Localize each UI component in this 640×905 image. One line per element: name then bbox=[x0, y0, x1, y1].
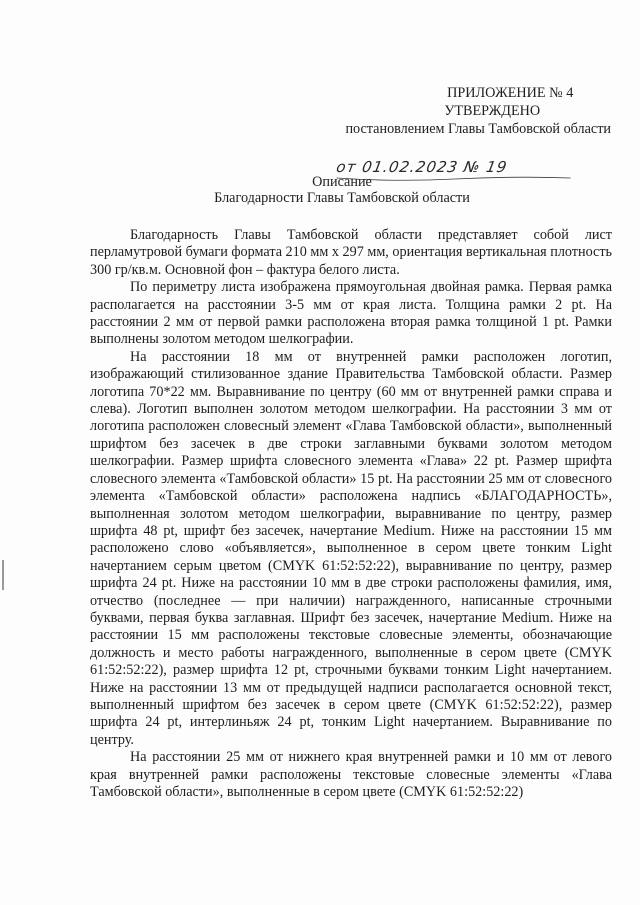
handwritten-text: от 01.02.2023 № 19 bbox=[334, 158, 509, 176]
decree-reference: постановлением Главы Тамбовской области bbox=[345, 121, 611, 137]
paragraph: Благодарность Главы Тамбовской области представляет собой лист перламутровой бумаги формата 210 мм х 297 мм, ориентация вертикальная плотность 300 гр/кв.м. Основной фон – фактура белого листа. bbox=[90, 227, 613, 278]
document-title: Описание bbox=[312, 174, 372, 190]
paragraph: На расстоянии 18 мм от внутренней рамки расположен логотип, изображающий стилизованное здание Правительства Тамбовской области. Размер логотипа 70*22 мм. Выравнивание по центру (60 мм от внутренней рамки справа и слева). Логотип выполнен золотом методом шелкографии. На расстоянии 3 мм от логотипа расположен словесный элемент «Глава Тамбовской области», выполненный шрифтом без засечек в две строки заглавными буквами золотом методом шелкографии. Размер шрифта словесного элемента «Глава» 22 pt. Размер шрифта словесного элемента «Тамбовской области» 15 pt. На расстоянии 25 мм от словесного элемента «Тамбовской области» расположена надпись «БЛАГОДАРНОСТЬ», выполненная золотом методом шелкографии, выравнивание по центру, размер шрифта 48 pt, шрифт без засечек, начертание Medium. Ниже на расстоянии 15 мм расположено слово «объявляется», выполненное в сером цвете тонким Light начертанием серым цветом (CMYK 61:52:52:22), выравнивание по центру, размер шрифта 24 pt. Ниже на расстоянии 10 мм в две строки расположены фамилия, имя, отчество (последнее — при наличии) награжденного, написанные строчными буквами, первая буква заглавная. Шрифт без засечек, начертание Medium. Ниже на расстоянии 15 мм расположены текстовые словесные элементы, обозначающие должность и место работы награжденного, выполненные в сером цвете (CMYK 61:52:52:22), размер шрифта 12 pt, строчными буквами тонким Light начертанием. Ниже на расстоянии 13 мм от предыдущей надписи располагается основной текст, выполненный шрифтом без засечек в сером цвете (CMYK 61:52:52:22), размер шрифта 24 pt, интерлиньяж 24 pt, тонким Light начертанием. Выравнивание по центру. bbox=[90, 348, 612, 748]
scan-edge-mark bbox=[2, 560, 4, 590]
appendix-number: ПРИЛОЖЕНИЕ № 4 bbox=[447, 85, 574, 101]
paragraph: По периметру листа изображена прямоугольная двойная рамка. Первая рамка располагается на расстоянии 3-5 мм от края листа. Толщина рамки 2 pt. На расстоянии 2 мм от первой рамки расположена вторая рамка толщиной 1 pt. Рамки выполнены золотом методом шелкографии. bbox=[90, 279, 612, 348]
paragraph: На расстоянии 25 мм от нижнего края внутренней рамки и 10 мм от левого края внутренней рамки расположены текстовые словесные элементы «Глава Тамбовской области», выполненные в сером цвете (CMYK 61:52:52:22) bbox=[90, 749, 612, 800]
approved-label: УТВЕРЖДЕНО bbox=[444, 103, 541, 119]
document-subtitle: Благодарности Главы Тамбовской области bbox=[214, 190, 470, 206]
appendix-header bbox=[345, 84, 611, 138]
document-body bbox=[90, 227, 612, 801]
